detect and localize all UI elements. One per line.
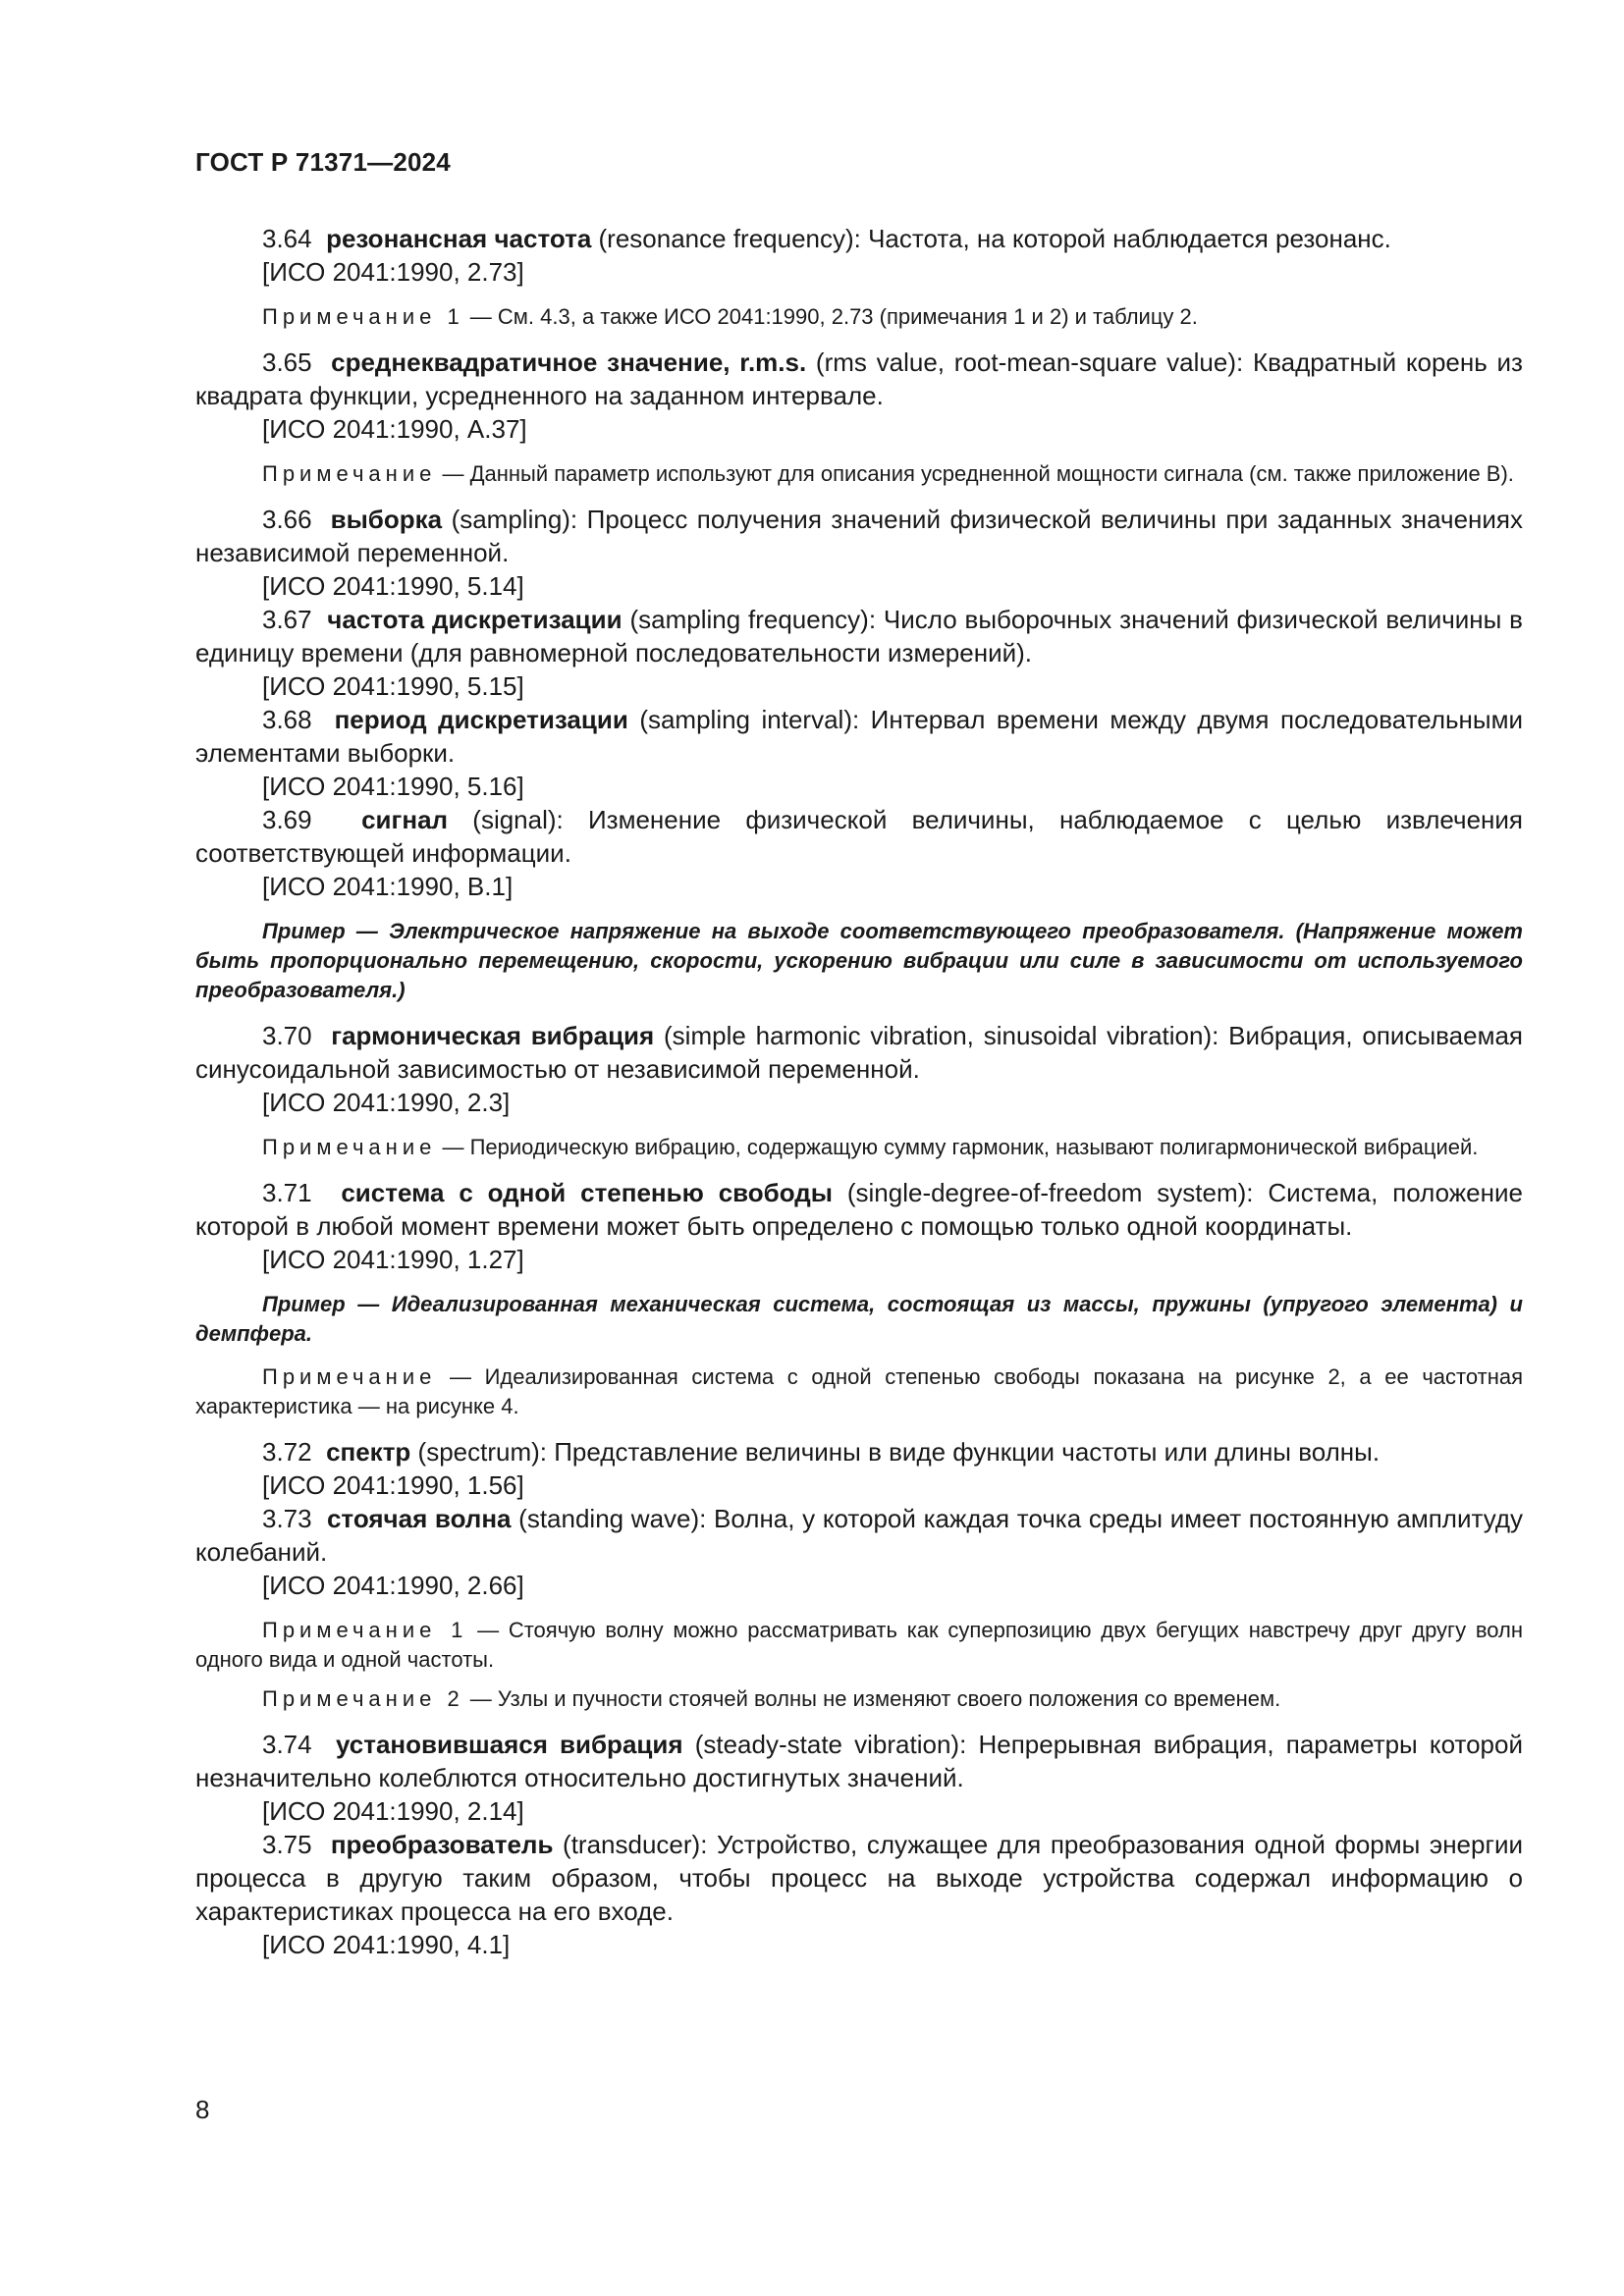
definition-entry (195, 1019, 1523, 1086)
definition-entry (195, 1435, 1523, 1468)
entry-number: 3.72 (262, 1437, 312, 1467)
entry-number: 3.73 (262, 1504, 312, 1533)
example: Пример — Идеализированная механическая система, состоящая из массы, пружины (упругого элемента) и демпфера. (195, 1292, 1523, 1346)
term: период дискретизации (334, 705, 628, 734)
note-text: — Стоячую волну можно рассматривать как суперпозицию двух бегущих навстречу друг другу волн одного вида и одной частоты. (195, 1618, 1524, 1672)
definition-entry (195, 346, 1523, 412)
note (195, 1362, 1523, 1421)
document-body (195, 222, 1523, 1961)
note-label: Примечание (262, 461, 437, 486)
definition-entry (195, 603, 1523, 669)
note (195, 1684, 1523, 1714)
definition-text: (sampling interval): Интервал времени между двумя последовательными элементами выборки. (195, 705, 1524, 768)
entry-number: 3.70 (262, 1021, 312, 1050)
note (195, 1133, 1523, 1162)
note-label: Примечание 2 (262, 1686, 464, 1711)
definition-entry (195, 222, 1523, 255)
note-text: — См. 4.3, а также ИСО 2041:1990, 2.73 (примечания 1 и 2) и таблицу 2. (463, 304, 1198, 329)
term: спектр (326, 1437, 411, 1467)
definition-entry (195, 703, 1523, 770)
example: Пример — Электрическое напряжение на выходе соответствующего преобразователя. (Напряжение может быть пропорционально перемещению, скорости, ускорению вибрации или силе в зависимости от используемого преобразователя.) (195, 919, 1523, 1002)
source-reference: [ИСО 2041:1990, 2.66] (262, 1571, 524, 1600)
term: частота дискретизации (327, 605, 623, 634)
definition-text: (simple harmonic vibration, sinusoidal vibration): Вибрация, описываемая синусоидальной зависимостью от независимой переменной. (195, 1021, 1523, 1084)
note (195, 1616, 1523, 1675)
note-label: Примечание 1 (262, 1618, 468, 1642)
term: стоячая волна (326, 1504, 512, 1533)
source-reference: [ИСО 2041:1990, 5.14] (262, 571, 524, 601)
definition-text: (steady-state vibration): Непрерывная вибрация, параметры которой незначительно колеблются относительно достигнутых значений. (195, 1730, 1523, 1792)
definition-text: (signal): Изменение физической величины, наблюдаемое с целью извлечения соответствующей информации. (195, 805, 1524, 868)
source-reference: [ИСО 2041:1990, 5.15] (262, 671, 524, 701)
entry-number: 3.75 (262, 1830, 312, 1859)
note-label: Примечание (262, 1364, 437, 1389)
entry-number: 3.68 (262, 705, 312, 734)
definition-entry (195, 1828, 1523, 1928)
entry-number: 3.69 (262, 805, 312, 834)
term: резонансная частота (326, 224, 592, 253)
term: система с одной степенью свободы (341, 1178, 833, 1207)
term: преобразователь (330, 1830, 554, 1859)
entry-number: 3.64 (262, 224, 312, 253)
definition-entry (195, 803, 1523, 870)
source-reference: [ИСО 2041:1990, 2.14] (262, 1796, 524, 1826)
term: среднеквадратичное значение, r.m.s. (331, 347, 807, 377)
source-reference: [ИСО 2041:1990, 2.73] (262, 257, 524, 287)
note-label: Примечание 1 (262, 304, 464, 329)
definition-entry (195, 503, 1523, 569)
term: гармоническая вибрация (331, 1021, 655, 1050)
document-header: ГОСТ Р 71371—2024 (195, 147, 451, 177)
definition-entry (195, 1728, 1523, 1794)
note-text: — Узлы и пучности стоячей волны не изменяют своего положения со временем. (463, 1686, 1281, 1711)
source-reference: [ИСО 2041:1990, 4.1] (262, 1930, 511, 1959)
source-reference: [ИСО 2041:1990, 1.56] (262, 1470, 524, 1500)
entry-number: 3.74 (262, 1730, 312, 1759)
entry-number: 3.65 (262, 347, 312, 377)
source-reference: [ИСО 2041:1990, 1.27] (262, 1245, 524, 1274)
definition-text: (single-degree-of-freedom system): Система, положение которой в любой момент времени может быть определено с помощью только одной координаты. (195, 1178, 1523, 1241)
term: сигнал (361, 805, 449, 834)
definition-text: (resonance frequency): Частота, на которой наблюдается резонанс. (591, 224, 1391, 253)
definition-entry (195, 1176, 1523, 1243)
definition-text: (spectrum): Представление величины в виде функции частоты или длины волны. (410, 1437, 1380, 1467)
source-reference: [ИСО 2041:1990, 5.16] (262, 772, 524, 801)
term: установившаяся вибрация (335, 1730, 683, 1759)
definition-text: (sampling): Процесс получения значений физической величины при заданных значениях независимой переменной. (195, 505, 1523, 567)
note (195, 302, 1523, 332)
term: выборка (330, 505, 443, 534)
definition-entry (195, 1502, 1523, 1569)
note-text: — Периодическую вибрацию, содержащую сумму гармоник, называют полигармонической вибрацией. (436, 1135, 1479, 1159)
entry-number: 3.67 (262, 605, 312, 634)
source-reference: [ИСО 2041:1990, A.37] (262, 414, 527, 444)
source-reference: [ИСО 2041:1990, 2.3] (262, 1088, 511, 1117)
definition-text: (standing wave): Волна, у которой каждая точка среды имеет постоянную амплитуду колебаний. (195, 1504, 1523, 1567)
note-label: Примечание (262, 1135, 437, 1159)
definition-text: (sampling frequency): Число выборочных значений физической величины в единицу времени (для равномерной последовательности измерений). (195, 605, 1523, 667)
definition-text: (rms value, root-mean-square value): Квадратный корень из квадрата функции, усредненного на заданном интервале. (195, 347, 1523, 410)
entry-number: 3.66 (262, 505, 312, 534)
source-reference: [ИСО 2041:1990, B.1] (262, 872, 514, 901)
note (195, 459, 1523, 489)
definition-text: (transducer): Устройство, служащее для преобразования одной формы энергии процесса в другую таким образом, чтобы процесс на выходе устройства содержал информацию о характеристиках процесса на его входе. (195, 1830, 1524, 1926)
entry-number: 3.71 (262, 1178, 312, 1207)
note-text: — Данный параметр используют для описания усредненной мощности сигнала (см. также приложение В). (436, 461, 1514, 486)
page-number: 8 (195, 2095, 210, 2124)
note-text: — Идеализированная система с одной степенью свободы показана на рисунке 2, а ее частотная характеристика — на рисунке 4. (195, 1364, 1523, 1418)
